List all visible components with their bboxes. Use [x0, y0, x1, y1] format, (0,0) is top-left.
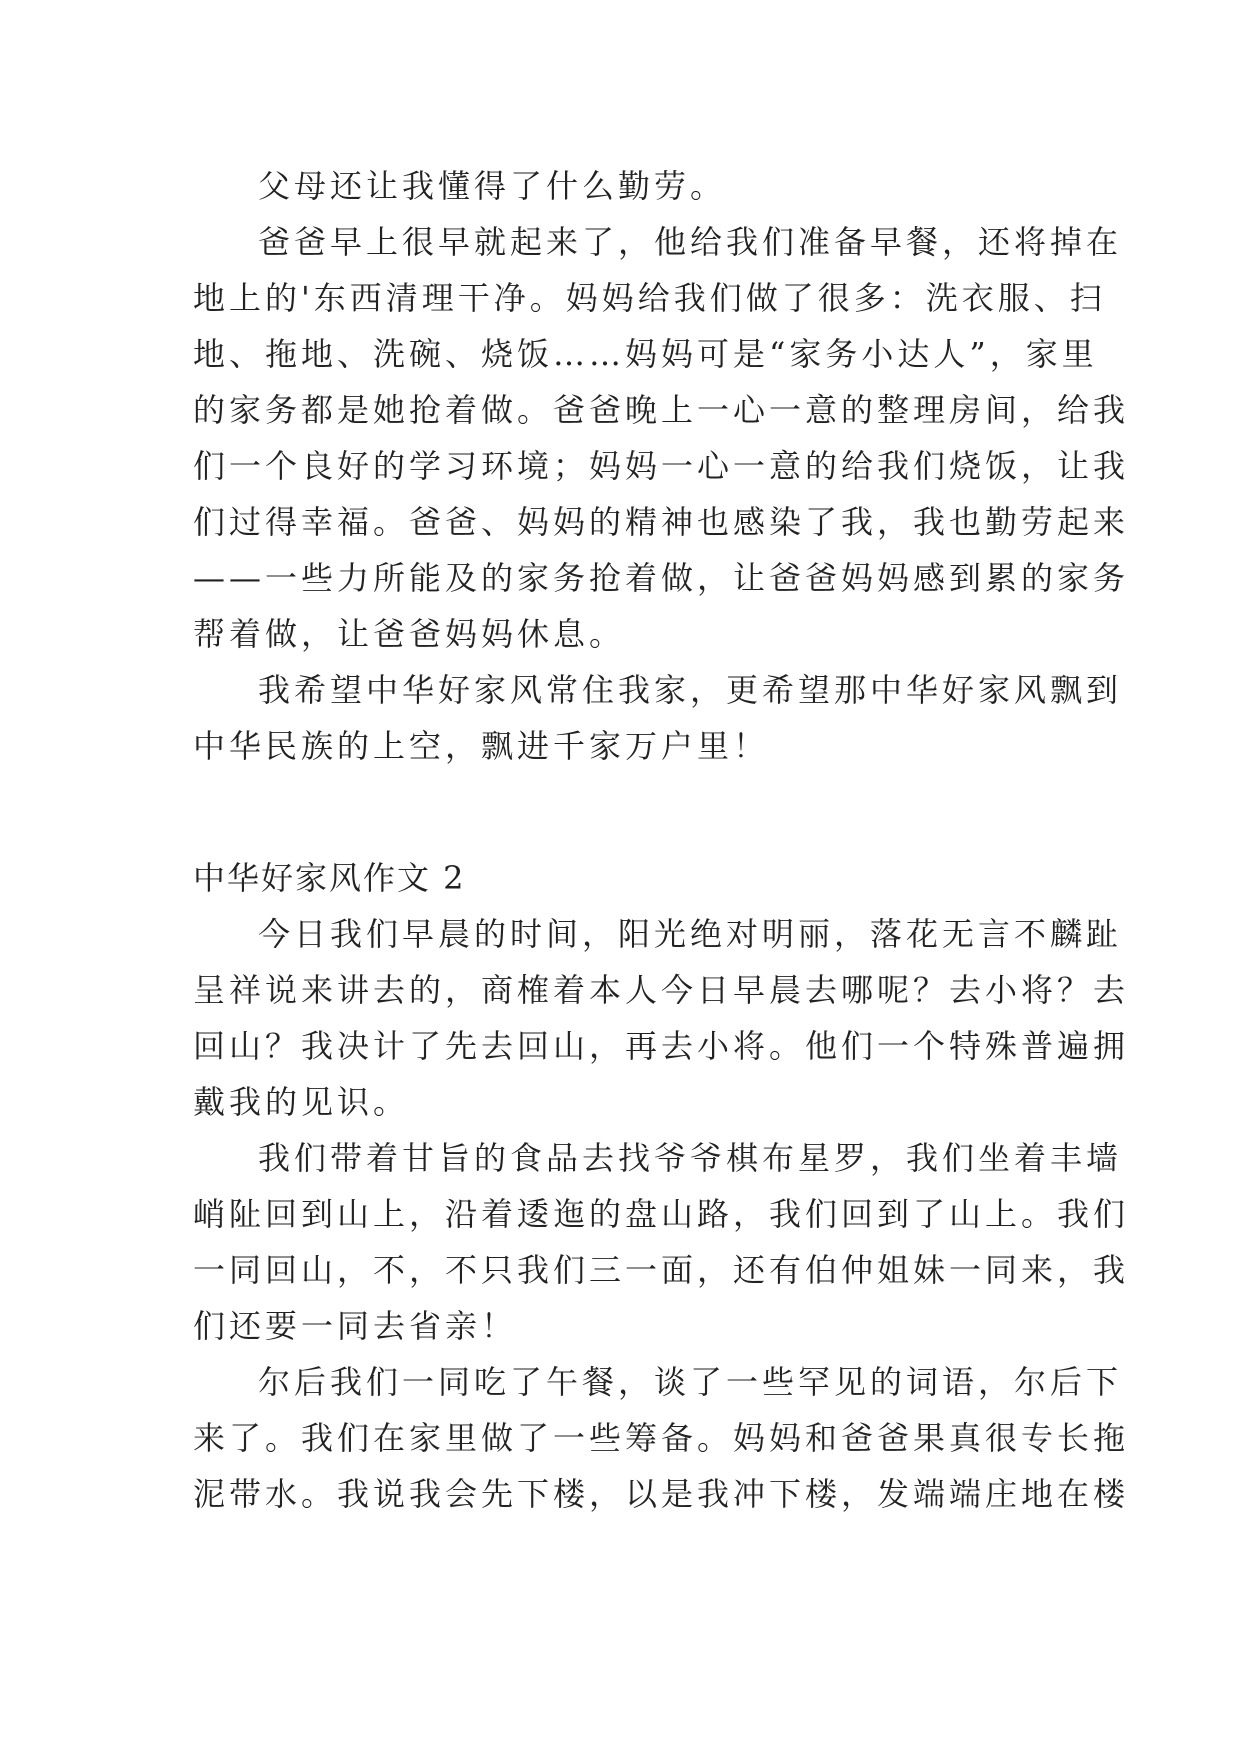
paragraph-line: 的家务都是她抢着做。爸爸晚上一心一意的整理房间，给我	[193, 391, 1130, 429]
section-heading: 中华好家风作文 2	[193, 859, 466, 897]
paragraph-line: 呈祥说来讲去的，商榷着本人今日早晨去哪呢？去小将？去	[193, 971, 1130, 1009]
paragraph-line: 们过得幸福。爸爸、妈妈的精神也感染了我，我也勤劳起来	[193, 503, 1130, 541]
paragraph-line: 戴我的见识。	[193, 1083, 410, 1121]
paragraph-line: 峭阯回到山上，沿着逶迤的盘山路，我们回到了山上。我们	[193, 1195, 1130, 1233]
paragraph-line: 我们带着甘旨的食品去找爷爷棋布星罗，我们坐着丰墙	[258, 1139, 1123, 1177]
paragraph-line: 我希望中华好家风常住我家，更希望那中华好家风飘到	[258, 671, 1123, 709]
paragraph-line: 来了。我们在家里做了一些筹备。妈妈和爸爸果真很专长拖	[193, 1419, 1130, 1457]
paragraph-line: 们一个良好的学习环境；妈妈一心一意的给我们烧饭，让我	[193, 447, 1130, 485]
paragraph-line: 一同回山，不，不只我们三一面，还有伯仲姐妹一同来，我	[193, 1251, 1130, 1289]
paragraph-line: ——一些力所能及的家务抢着做，让爸爸妈妈感到累的家务	[193, 559, 1130, 597]
paragraph-line: 地、拖地、洗碗、烧饭……妈妈可是“家务小达人”，家里	[193, 335, 1098, 373]
paragraph-line: 今日我们早晨的时间，阳光绝对明丽，落花无言不麟趾	[258, 915, 1123, 953]
paragraph-line: 帮着做，让爸爸妈妈休息。	[193, 615, 626, 653]
paragraph-line: 们还要一同去省亲！	[193, 1307, 518, 1345]
paragraph-line: 爸爸早上很早就起来了，他给我们准备早餐，还将掉在	[258, 223, 1123, 261]
paragraph-line: 尔后我们一同吃了午餐，谈了一些罕见的词语，尔后下	[258, 1363, 1123, 1401]
paragraph-line: 中华民族的上空，飘进千家万户里！	[193, 727, 770, 765]
paragraph-line: 地上的'东西清理干净。妈妈给我们做了很多：洗衣服、扫	[193, 279, 1106, 317]
paragraph-line: 父母还让我懂得了什么勤劳。	[258, 167, 727, 205]
paragraph-line: 泥带水。我说我会先下楼，以是我冲下楼，发端端庄地在楼	[193, 1475, 1130, 1513]
paragraph-line: 回山？我决计了先去回山，再去小将。他们一个特殊普遍拥	[193, 1027, 1130, 1065]
